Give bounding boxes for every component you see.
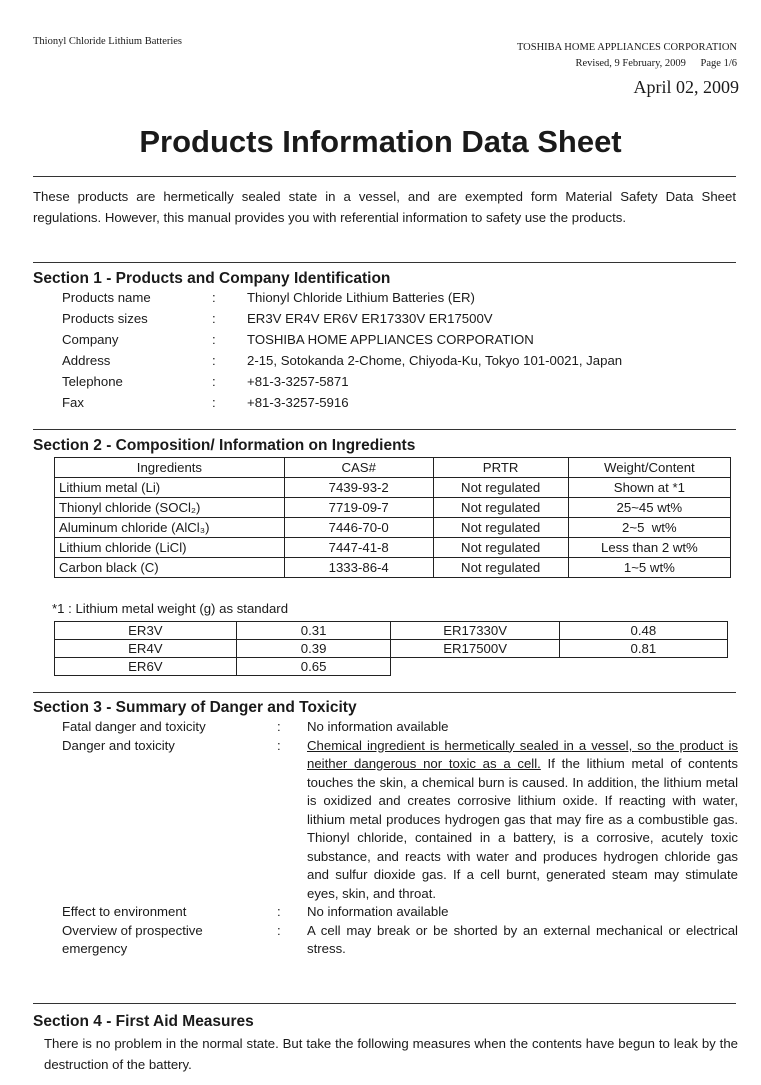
- danger-details: If the lithium metal of contents touches the skin, a chemical burn is caused. In addition, the lithium metal is oxidized and creates corrosive lithium oxide. If reacting with water, lithium metal produces hydrogen gas that may fire as a combustible gas. Thionyl chloride, contained in a battery, is a corrosive, acutely toxic substance, and reacts with water and produces hydrogen chloride gas and sulfur dioxide gas. If a cell burnt, generated steam may stimulate eyes, skin, and throat.: [307, 756, 738, 901]
- info-row: [62, 329, 742, 350]
- ingredients-table: [54, 457, 731, 578]
- page-number: Page 1/6: [700, 58, 737, 69]
- prtr-status: Not regulated: [433, 558, 568, 578]
- row-label: Company: [62, 332, 119, 347]
- model: ER17330V: [391, 622, 559, 640]
- info-row: [62, 737, 738, 904]
- table-row: [55, 622, 728, 640]
- model: ER4V: [55, 640, 237, 658]
- info-row: [62, 718, 738, 737]
- info-row: [62, 903, 738, 922]
- divider: [33, 692, 736, 693]
- row-label: Effect to environment: [62, 904, 187, 919]
- revision-line: [517, 56, 737, 72]
- weight-content: Less than 2 wt%: [568, 538, 730, 558]
- separator: :: [212, 311, 216, 326]
- info-row: [62, 922, 738, 959]
- row-label: Fatal danger and toxicity: [62, 719, 206, 734]
- table-row: [55, 478, 731, 498]
- row-value: [307, 737, 738, 904]
- weight-content: 25~45 wt%: [568, 498, 730, 518]
- section-2-title: Section 2 - Composition/ Information on Ingredients: [33, 437, 416, 454]
- weight-content: Shown at *1: [568, 478, 730, 498]
- column-header: CAS#: [284, 458, 433, 478]
- doc-subject: Thionyl Chloride Lithium Batteries: [33, 36, 183, 47]
- footnote: *1 : Lithium metal weight (g) as standard: [52, 601, 289, 616]
- info-row: [62, 392, 742, 413]
- section-4-title: Section 4 - First Aid Measures: [33, 1013, 254, 1030]
- separator: :: [212, 332, 216, 347]
- weight: 0.39: [236, 640, 391, 658]
- separator: :: [212, 374, 216, 389]
- ingredient-name: Lithium chloride (LiCl): [55, 538, 285, 558]
- divider: [33, 262, 736, 263]
- company-identification: [62, 287, 742, 413]
- model: ER17500V: [391, 640, 559, 658]
- separator: :: [212, 290, 216, 305]
- section-3-title: Section 3 - Summary of Danger and Toxicity: [33, 699, 357, 716]
- prtr-status: Not regulated: [433, 478, 568, 498]
- divider: [33, 429, 736, 430]
- column-header: Ingredients: [55, 458, 285, 478]
- weight-content: 1~5 wt%: [568, 558, 730, 578]
- header-right: [517, 40, 737, 72]
- weight: 0.48: [559, 622, 727, 640]
- danger-summary: [62, 718, 738, 959]
- separator: :: [212, 395, 216, 410]
- divider: [33, 1003, 736, 1004]
- model: ER3V: [55, 622, 237, 640]
- revised-date: Revised, 9 February, 2009: [575, 58, 686, 69]
- row-value: TOSHIBA HOME APPLIANCES CORPORATION: [247, 332, 534, 347]
- row-value: Thionyl Chloride Lithium Batteries (ER): [247, 290, 475, 305]
- separator: :: [277, 737, 281, 753]
- info-row: [62, 371, 742, 392]
- prtr-status: Not regulated: [433, 518, 568, 538]
- ingredient-name: Lithium metal (Li): [55, 478, 285, 498]
- table-row: [55, 538, 731, 558]
- info-row: [62, 350, 742, 371]
- table-row: [55, 558, 731, 578]
- cas-number: 7439-93-2: [284, 478, 433, 498]
- row-value: No information available: [307, 904, 449, 919]
- row-value: ER3V ER4V ER6V ER17330V ER17500V: [247, 311, 493, 326]
- table-row: [55, 498, 731, 518]
- first-aid-text: There is no problem in the normal state. But take the following measures when the contents have begun to leak by the destruction of the battery.: [44, 1036, 738, 1072]
- prtr-status: Not regulated: [433, 538, 568, 558]
- ingredient-name: Carbon black (C): [55, 558, 285, 578]
- column-header: Weight/Content: [568, 458, 730, 478]
- ingredient-name: Thionyl chloride (SOCl₂): [55, 498, 285, 518]
- row-value: +81-3-3257-5871: [247, 374, 349, 389]
- ingredient-name: Aluminum chloride (AlCl₃): [55, 518, 285, 538]
- weight: 0.65: [236, 658, 391, 676]
- row-value: 2-15, Sotokanda 2-Chome, Chiyoda-Ku, Tokyo 101-0021, Japan: [247, 353, 623, 368]
- weight: 0.31: [236, 622, 391, 640]
- separator: :: [212, 353, 216, 368]
- row-value: A cell may break or be shorted by an external mechanical or electrical stress.: [307, 922, 738, 956]
- underlined-statement: Chemical ingredient is hermetically sealed in a vessel, so the product is neither dangerous nor toxic as a cell.: [307, 737, 738, 771]
- separator: :: [277, 922, 281, 938]
- intro-paragraph: These products are hermetically sealed state in a vessel, and are exempted form Material Safety Data Sheet regulations. However, this manual provides you with referential information to safety use the products.: [33, 189, 736, 225]
- row-label: Danger and toxicity: [62, 737, 175, 753]
- lithium-weight-table: [54, 621, 728, 676]
- table-header-row: [55, 458, 731, 478]
- divider: [33, 176, 736, 177]
- row-label: Telephone: [62, 374, 123, 389]
- model: ER6V: [55, 658, 237, 676]
- row-label: Fax: [62, 395, 84, 410]
- prtr-status: Not regulated: [433, 498, 568, 518]
- info-row: [62, 287, 742, 308]
- document-date: April 02, 2009: [633, 77, 739, 97]
- weight: 0.81: [559, 640, 727, 658]
- table-row: [55, 518, 731, 538]
- separator: :: [277, 719, 281, 734]
- table-row: [55, 658, 728, 676]
- weight-content: 2~5 wt%: [568, 518, 730, 538]
- section-1-title: Section 1 - Products and Company Identification: [33, 270, 391, 287]
- table-row: [55, 640, 728, 658]
- row-value: +81-3-3257-5916: [247, 395, 349, 410]
- page-title: Products Information Data Sheet: [139, 124, 622, 159]
- row-label: Address: [62, 353, 111, 368]
- empty-cell: [559, 658, 727, 676]
- cas-number: 1333-86-4: [284, 558, 433, 578]
- cas-number: 7447-41-8: [284, 538, 433, 558]
- info-row: [62, 308, 742, 329]
- row-label: Products sizes: [62, 311, 148, 326]
- company-name: TOSHIBA HOME APPLIANCES CORPORATION: [516, 42, 737, 53]
- row-label: Products name: [62, 290, 151, 305]
- empty-cell: [391, 658, 559, 676]
- row-value: No information available: [307, 719, 449, 734]
- cas-number: 7719-09-7: [284, 498, 433, 518]
- cas-number: 7446-70-0: [284, 518, 433, 538]
- separator: :: [277, 904, 281, 919]
- column-header: PRTR: [433, 458, 568, 478]
- row-label: Overview of prospective emergency: [62, 922, 203, 956]
